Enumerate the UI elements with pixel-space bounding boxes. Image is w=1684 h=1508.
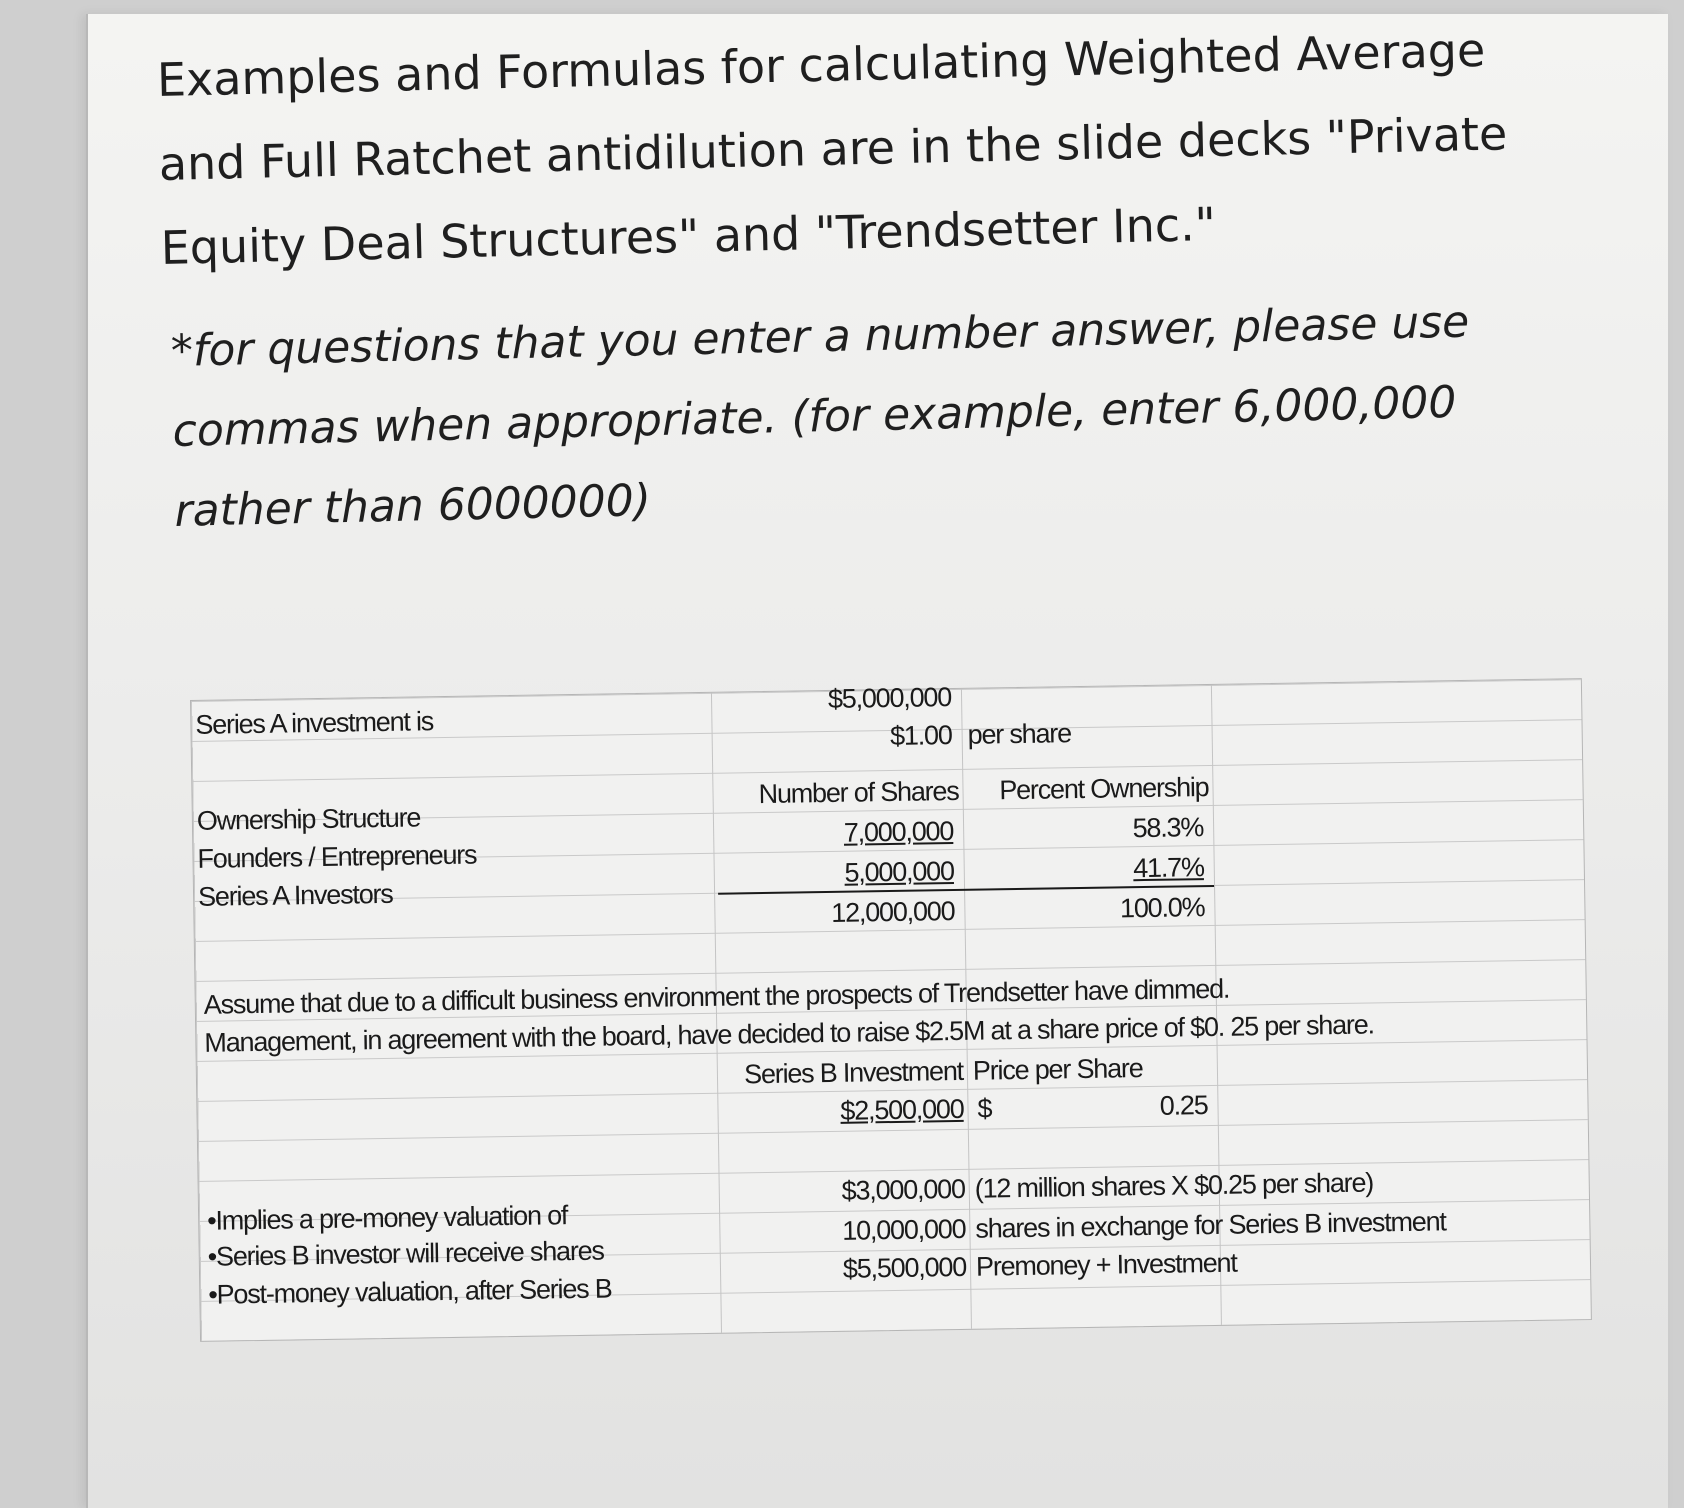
spreadsheet-excerpt: [190, 678, 1592, 1342]
series-b-price-value: 0.25: [1159, 1090, 1208, 1121]
total-shares: 12,000,000: [831, 896, 955, 928]
series-b-shares-note: shares in exchange for Series B investment: [975, 1206, 1446, 1244]
series-a-price-unit: per share: [967, 718, 1072, 750]
series-a-investors-shares: 5,000,000: [844, 856, 955, 888]
series-b-shares-value: 10,000,000: [842, 1213, 966, 1246]
founders-shares: 7,000,000: [843, 816, 954, 848]
commas-note: *for questions that you enter a number answer, please use commas when appropriate. (for example, enter 6,000,000 rather than 6000000): [170, 296, 1470, 537]
shares-column-header: Number of Shares: [758, 775, 959, 810]
result-label: •Post-money valuation, after Series B: [208, 1273, 612, 1310]
result-label: •Series B investor will receive shares: [207, 1235, 604, 1272]
assumption-line-2: Management, in agreement with the board, have decided to raise $2.5M at a share price of $0. 25 per share.: [204, 1009, 1375, 1058]
price-per-share-header: Price per Share: [972, 1053, 1143, 1086]
series-a-investors-label: Series A Investors: [197, 878, 393, 912]
assumption-line-1: Assume that due to a difficult business environment the prospects of Trendsetter have dimmed.: [203, 973, 1230, 1020]
series-b-investment-header: Series B Investment: [743, 1055, 964, 1090]
founders-label: Founders / Entrepreneurs: [197, 839, 477, 874]
series-a-price: $1.00: [889, 720, 952, 752]
series-a-label: Series A investment is: [195, 706, 434, 740]
result-label: •Implies a pre-money valuation of: [206, 1200, 568, 1236]
founders-percent: 58.3%: [1132, 812, 1204, 844]
post-money-valuation-note: Premoney + Investment: [975, 1247, 1237, 1282]
series-a-amount: $5,000,000: [827, 682, 952, 714]
series-b-investment-value: $2,500,000: [840, 1093, 964, 1126]
price-currency-symbol: $: [977, 1093, 992, 1124]
pre-money-valuation-note: (12 million shares X $0.25 per share): [974, 1167, 1374, 1204]
pre-money-valuation-value: $3,000,000: [841, 1173, 966, 1206]
intro-paragraph: Examples and Formulas for calculating Weighted Average and Full Ratchet antidilution are in the slide decks "Private Equity Deal Structures" and "Trendsetter Inc.": [156, 22, 1508, 275]
ownership-title: Ownership Structure: [196, 802, 421, 836]
percent-column-header: Percent Ownership: [999, 772, 1209, 806]
series-a-investors-percent: 41.7%: [1132, 852, 1204, 884]
post-money-valuation-value: $5,500,000: [842, 1251, 967, 1284]
total-percent: 100.0%: [1119, 892, 1205, 924]
